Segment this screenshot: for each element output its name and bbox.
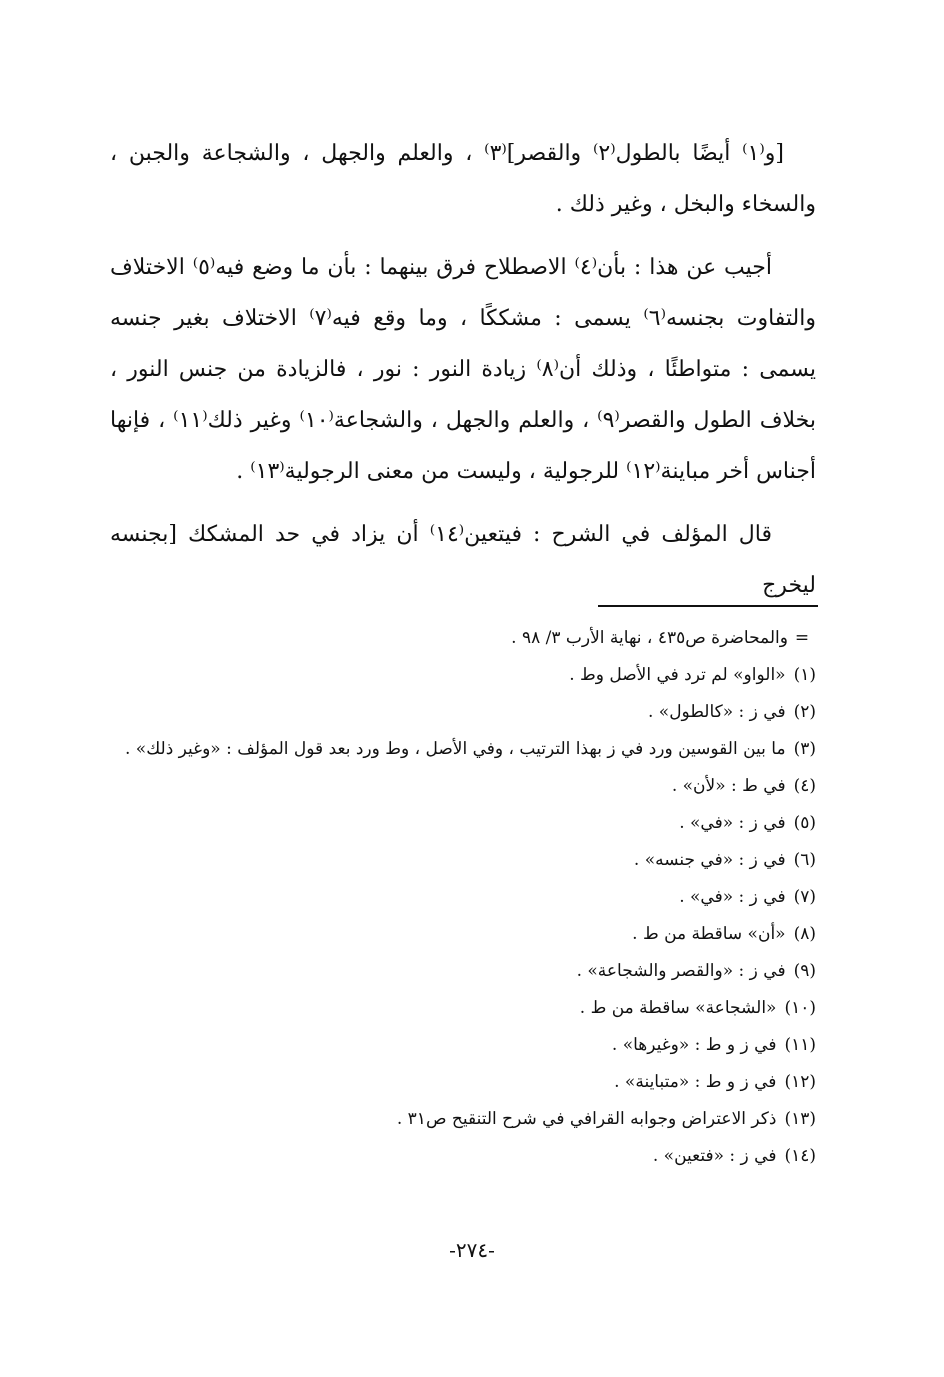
footnote-item	[110, 1064, 816, 1101]
footnote-continuation	[110, 620, 816, 657]
paragraph-2: أجيب عن هذا : بأن⁽٤⁾ الاصطلاح فرق بينهما : بأن ما وضع فيه⁽٥⁾ الاختلاف والتفاوت بجنسه⁽٦⁾ يسمى : مشككًا ، وما وقع فيه⁽٧⁾ الاختلاف بغير جنسه يسمى : متواطئًا ، وذلك أن⁽٨⁾ زيادة النور : نور ، فالزيادة من جنس النور ، بخلاف الطول والقصر⁽٩⁾ ، والعلم والجهل ، والشجاعة⁽١٠⁾ وغير ذلك⁽١١⁾ ، فإنها أجناس أخر مباينة⁽١٢⁾ للرجولية ، وليست من معنى الرجولية⁽١٣⁾ .	[110, 255, 816, 484]
footnote-number: (٥)	[793, 813, 816, 833]
footnote-text: في ز : «في» .	[679, 813, 786, 833]
footnote-item	[110, 1138, 816, 1175]
footnote-number: (٤)	[793, 776, 816, 796]
footnote-text: في ط : «لأن» .	[671, 776, 786, 796]
footnote-text: في ز : «فتعين» .	[652, 1146, 777, 1166]
footnote-text: «الواو» لم ترد في الأصل وط .	[569, 665, 786, 685]
footnote-number: (١١)	[784, 1035, 816, 1055]
footnote-text: في ز : «كالطول» .	[647, 702, 786, 722]
footnote-item	[110, 1101, 816, 1138]
footnote-number: (١٣)	[784, 1109, 816, 1129]
paragraph-1: [و⁽١⁾ أيضًا بالطول⁽٢⁾ والقصر]⁽٣⁾ ، والعلم والجهل ، والشجاعة والجبن ، والسخاء والبخل ، وغير ذلك .	[110, 141, 816, 217]
footnote-number: (٨)	[793, 924, 816, 944]
footnote-number: (٧)	[793, 887, 816, 907]
footnote-item	[110, 731, 816, 768]
footnote-item	[110, 694, 816, 731]
footnote-text: في ز : «والقصر والشجاعة» .	[576, 961, 786, 981]
footnote-number: (١٢)	[784, 1072, 816, 1092]
page-number: -٢٧٤-	[449, 1238, 495, 1262]
continuation-mark: =	[794, 628, 810, 648]
footnote-item	[110, 990, 816, 1027]
footnote-text: «الشجاعة» ساقطة من ط .	[579, 998, 777, 1018]
footnote-item	[110, 657, 816, 694]
footnote-number: (١٤)	[784, 1146, 816, 1166]
paragraph-3: قال المؤلف في الشرح : فيتعين⁽١٤⁾ أن يزاد في حد المشكك [بجنسه ليخرج	[110, 522, 816, 598]
footnote-text: ذكر الاعتراض وجوابه القرافي في شرح التنقيح ص٣١ .	[396, 1109, 777, 1129]
footnote-item	[110, 916, 816, 953]
footnote-item	[110, 842, 816, 879]
footnote-divider	[598, 605, 818, 607]
footnote-number: (٦)	[793, 850, 816, 870]
continuation-text: والمحاضرة ص٤٣٥ ، نهاية الأرب ٣/ ٩٨ .	[511, 628, 788, 648]
main-text	[110, 128, 816, 623]
footnote-text: في ز و ط : «متباينة» .	[614, 1072, 777, 1092]
footnote-number: (٣)	[793, 739, 816, 759]
footnote-text: في ز : «في جنسه» .	[633, 850, 786, 870]
footnote-number: (٢)	[793, 702, 816, 722]
footnote-number: (١)	[793, 665, 816, 685]
footnotes	[110, 620, 816, 1175]
footnote-item	[110, 768, 816, 805]
footnote-item	[110, 953, 816, 990]
footnote-text: ما بين القوسين ورد في ز بهذا الترتيب ، وفي الأصل ، وط ورد بعد قول المؤلف : «وغير ذلك» .	[124, 739, 786, 759]
footnote-item	[110, 805, 816, 842]
footnote-number: (١٠)	[784, 998, 816, 1018]
footnote-item	[110, 1027, 816, 1064]
footnote-text: في ز : «في» .	[679, 887, 786, 907]
footnote-text: «أن» ساقطة من ط .	[632, 924, 786, 944]
footnote-text: في ز و ط : «وغيرها» .	[611, 1035, 777, 1055]
footnote-item	[110, 879, 816, 916]
footnote-number: (٩)	[793, 961, 816, 981]
